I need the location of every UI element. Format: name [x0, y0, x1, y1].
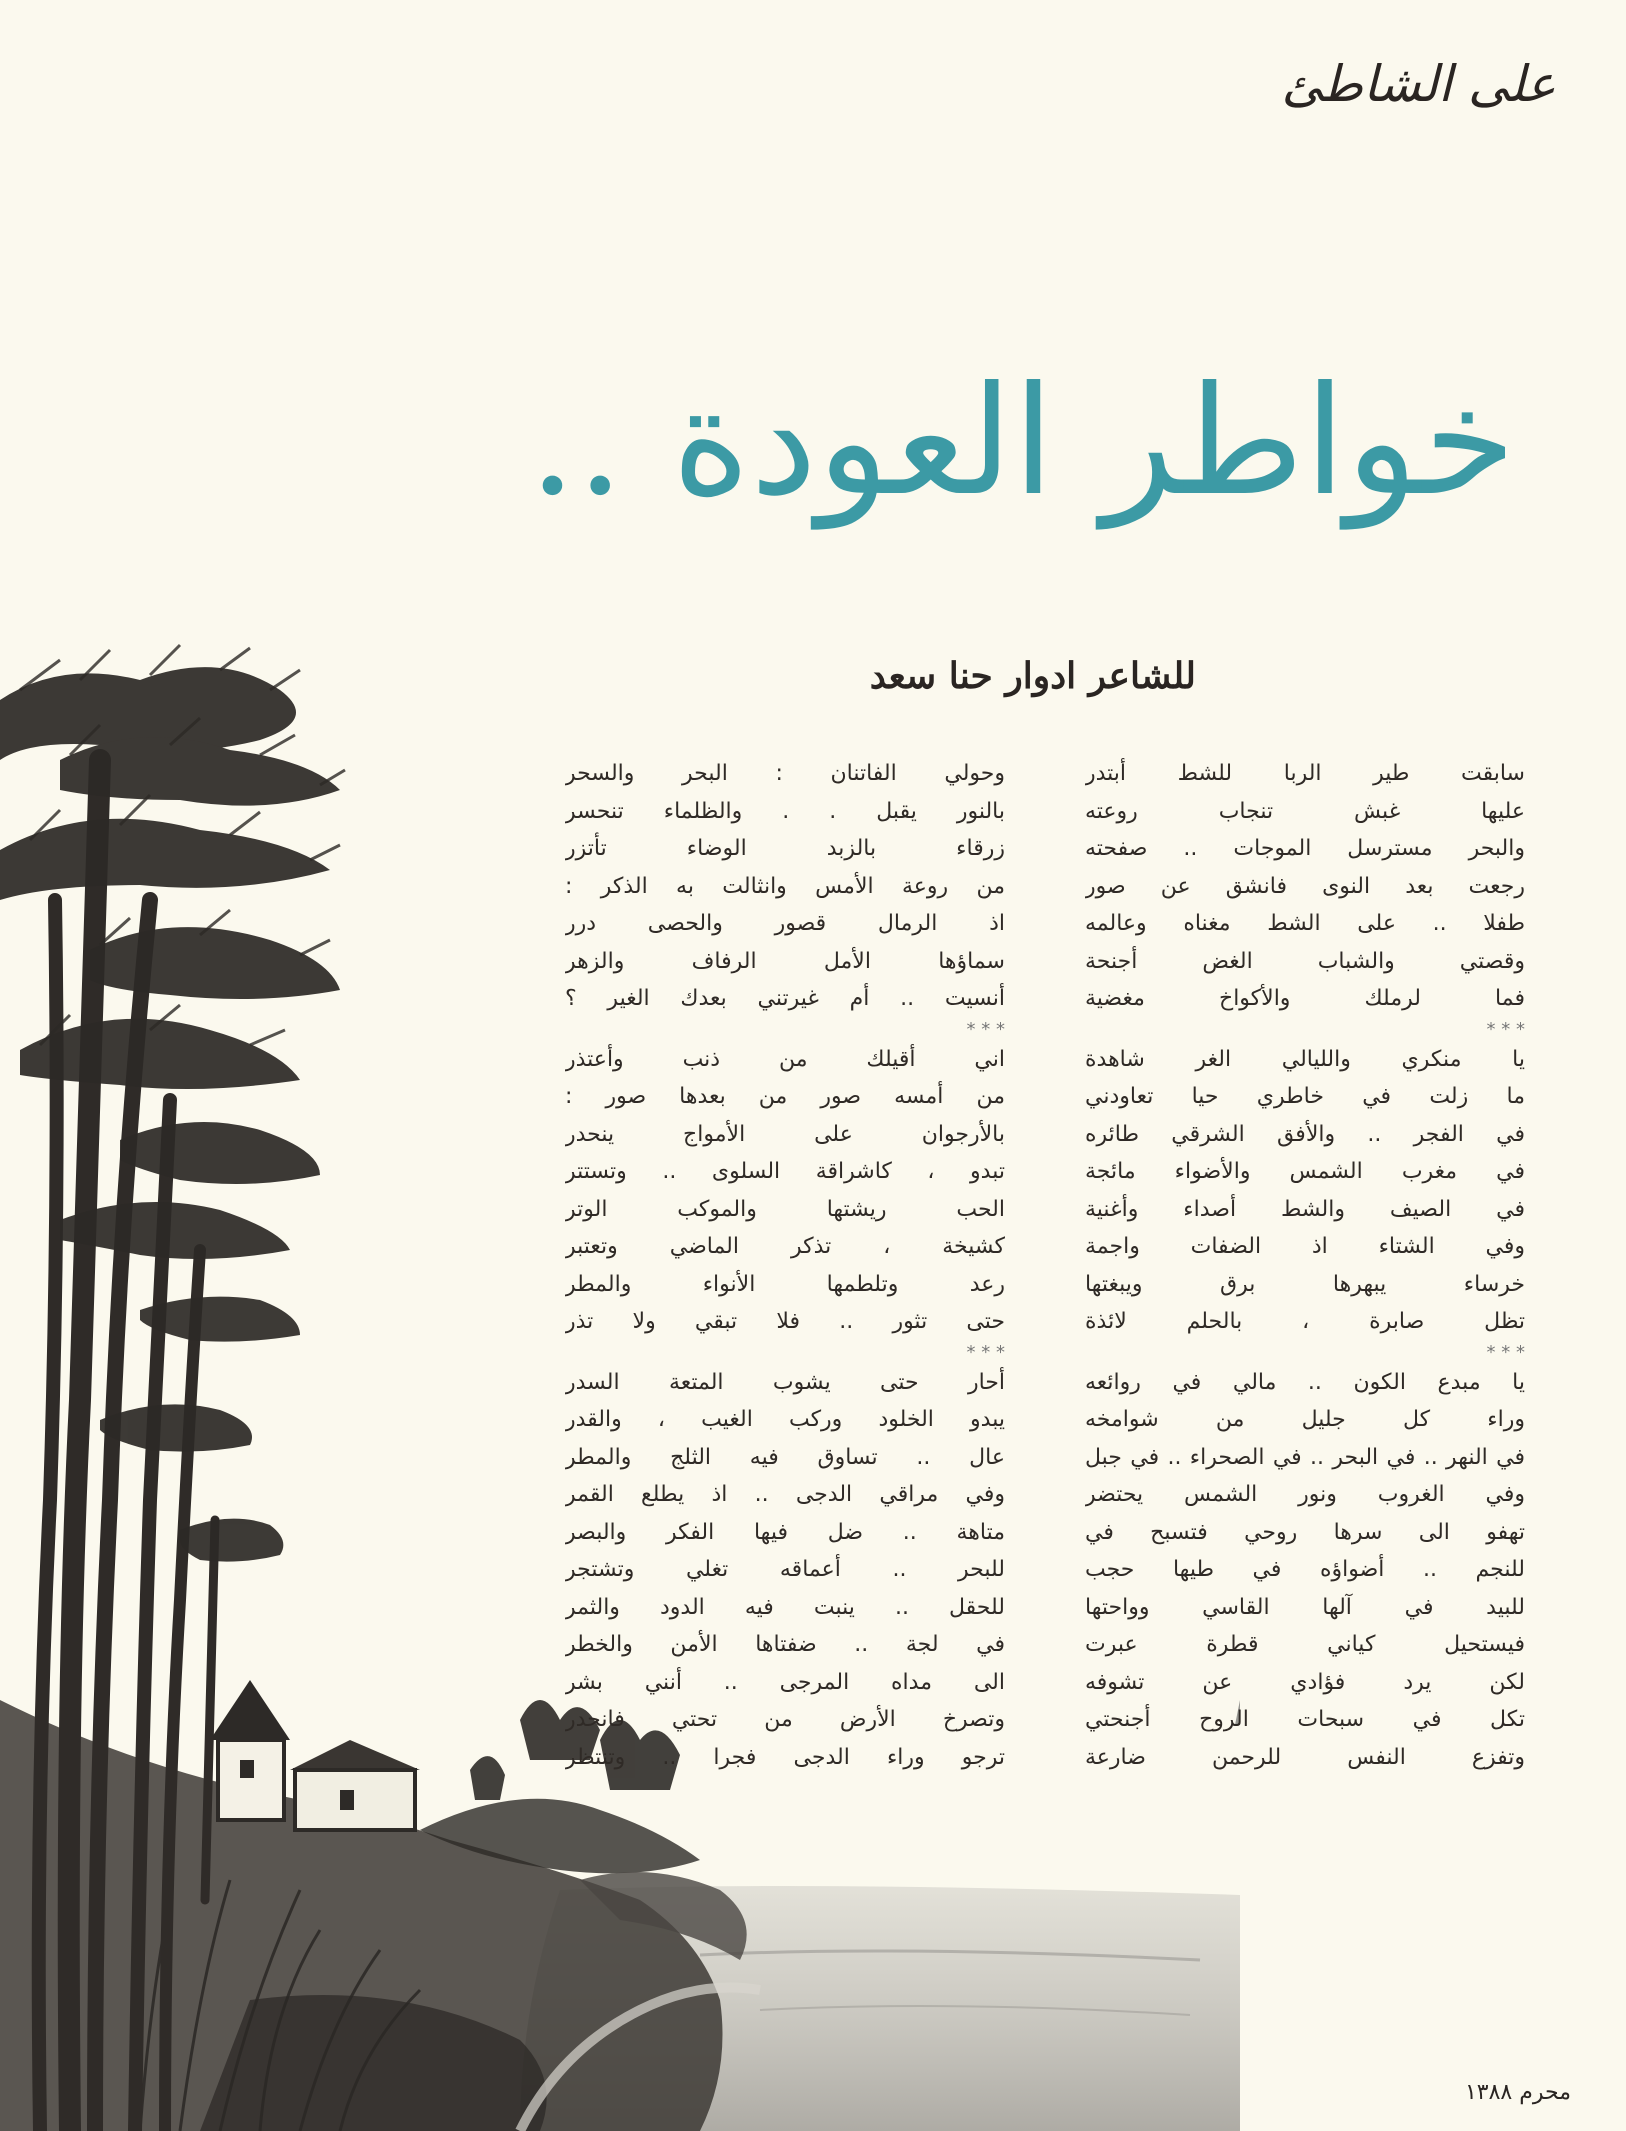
stanza — [565, 1364, 1005, 1777]
verse-line: عال .. تساوق فيه الثلج والمطر — [565, 1444, 1005, 1470]
verse-line: زرقاء بالزبد الوضاء تأتزر — [565, 836, 1005, 861]
verse-line: والبحر مسترسل الموجات .. صفحته — [1085, 836, 1525, 861]
stanza — [565, 1041, 1005, 1341]
verse-line: وحولي الفاتنان : البحر والسحر — [565, 761, 1005, 786]
verse-line: وفي مراقي الدجى .. اذ يطلع القمر — [565, 1482, 1005, 1507]
poem-column-right — [1085, 755, 1525, 1776]
verse-line: في الفجر .. والأفق الشرقي طائره — [1085, 1121, 1525, 1147]
verse-line: سابقت طير الربا للشط أبتدر — [1085, 761, 1525, 786]
verse-line: بالأرجوان على الأمواج ينحدر — [565, 1121, 1005, 1147]
article-title: خواطر العودة .. — [528, 355, 1516, 529]
verse-line: ما زلت في خاطري حيا تعاودني — [1085, 1084, 1525, 1109]
verse-line: خرساء يبهرها برق ويبغتها — [1085, 1271, 1525, 1297]
verse-line: وتفزع النفس للرحمن ضارعة — [1085, 1744, 1525, 1770]
verse-line: يا مبدع الكون .. مالي في روائعه — [1085, 1369, 1525, 1395]
house-icon — [210, 1680, 420, 1830]
verse-line: رعد وتلطمها الأنواء والمطر — [565, 1271, 1005, 1297]
verse-line: في الصيف والشط أصداء وأغنية — [1085, 1196, 1525, 1222]
verse-line: طفلا .. على الشط مغناه وعالمه — [1085, 911, 1525, 936]
verse-line: تظل صابرة ، بالحلم لائذة — [1085, 1309, 1525, 1334]
verse-line: وراء كل جليل من شوامخه — [1085, 1407, 1525, 1432]
verse-line: بالنور يقبل . . والظلماء تنحسر — [565, 798, 1005, 824]
verse-line: ترجو وراء الدجى فجرا .. وتنتظر — [565, 1744, 1005, 1770]
issue-date-footer: محرم ١٣٨٨ — [1464, 2080, 1571, 2105]
verse-line: عليها غبش تنجاب روعته — [1085, 798, 1525, 824]
poem-column-left — [565, 755, 1005, 1776]
verse-line: من روعة الأمس وانثالت به الذكر : — [565, 873, 1005, 899]
verse-line: رجعت بعد النوى فانشق عن صور — [1085, 873, 1525, 899]
verse-line: يا منكري والليالي الغر شاهدة — [1085, 1046, 1525, 1072]
verse-line: فيستحيل كياني قطرة عبرت — [1085, 1632, 1525, 1657]
verse-line: الى مداه المرجى .. أنني بشر — [565, 1669, 1005, 1695]
verse-line: متاهة .. ضل فيها الفكر والبصر — [565, 1519, 1005, 1545]
section-title: على الشاطئ — [1281, 55, 1556, 113]
verse-line: تكل في سبحات الروح أجنحتي — [1085, 1707, 1525, 1732]
verse-line: كشيخة ، تذكر الماضي وتعتبر — [565, 1234, 1005, 1259]
verse-line: وفي الغروب ونور الشمس يحتضر — [1085, 1482, 1525, 1507]
verse-line: في لجة .. ضفتاها الأمن والخطر — [565, 1632, 1005, 1657]
stanza — [1085, 1364, 1525, 1777]
verse-line: اذ الرمال قصور والحصى درر — [565, 911, 1005, 936]
verse-line: فما لرملك والأكواخ مغضية — [1085, 986, 1525, 1011]
verse-line: أنسيت .. أم غيرتني بعدك الغير ؟ — [565, 986, 1005, 1011]
stanza — [565, 755, 1005, 1018]
verse-line: تهفو الى سرها روحي فتسبح في — [1085, 1519, 1525, 1545]
verse-line: وقصتي والشباب الغض أجنحة — [1085, 948, 1525, 974]
stanza-separator: * * * — [966, 1341, 1005, 1363]
verse-line: يبدو الخلود وركب الغيب ، والقدر — [565, 1407, 1005, 1432]
stanza — [1085, 1041, 1525, 1341]
verse-line: الحب ريشتها والموكب الوتر — [565, 1196, 1005, 1222]
verse-line: وفي الشتاء اذ الضفات واجمة — [1085, 1234, 1525, 1259]
verse-line: من أمسه صور من بعدها صور : — [565, 1084, 1005, 1109]
stanza-separator: * * * — [1486, 1341, 1525, 1363]
stanza-separator: * * * — [966, 1018, 1005, 1040]
stanza — [1085, 755, 1525, 1018]
verse-line: تبدو ، كاشراقة السلوى .. وتستتر — [565, 1159, 1005, 1184]
verse-line: سماؤها الأمل الرفاف والزهر — [565, 948, 1005, 974]
verse-line: لكن يرد فؤادي عن تشوفه — [1085, 1669, 1525, 1695]
verse-line: حتى تثور .. فلا تبقي ولا تذر — [565, 1309, 1005, 1334]
article-author: للشاعر ادوار حنا سعد — [869, 655, 1196, 697]
stanza-separator: * * * — [1486, 1018, 1525, 1040]
verse-line: وتصرخ الأرض من تحتي فانحدر — [565, 1707, 1005, 1732]
verse-line: للبيد في آلها القاسي وواحتها — [1085, 1594, 1525, 1620]
verse-line: للنجم .. أضواؤه في طيها حجب — [1085, 1557, 1525, 1582]
verse-line: في مغرب الشمس والأضواء مائجة — [1085, 1159, 1525, 1184]
verse-line: للحقل .. ينبت فيه الدود والثمر — [565, 1594, 1005, 1620]
verse-line: أحار حتى يشوب المتعة السدر — [565, 1369, 1005, 1395]
verse-line: في النهر .. في البحر .. في الصحراء .. في جبل — [1085, 1444, 1525, 1470]
verse-line: للبحر .. أعماقه تغلي وتشتجر — [565, 1557, 1005, 1582]
verse-line: اني أقيلك من ذنب وأعتذر — [565, 1046, 1005, 1072]
